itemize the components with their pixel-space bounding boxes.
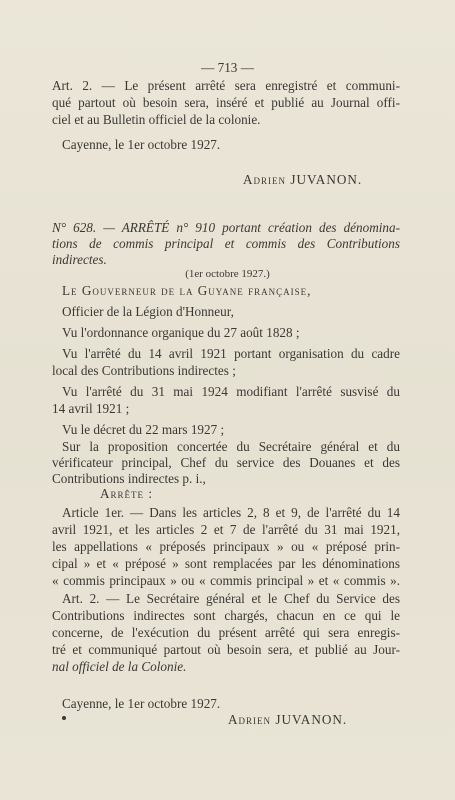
visa-3-line2: 14 avril 1921 ; [52, 401, 130, 416]
visa-1: Vu l'ordonnance organique du 27 août 1828 ; [62, 325, 300, 340]
visa-4: Vu le décret du 22 mars 1927 ; [62, 422, 225, 437]
block1-date: Cayenne, le 1er octobre 1927. [62, 137, 221, 152]
closing-signature: Adrien JUVANON. [228, 712, 348, 727]
visa-2-line1: Vu l'arrêté du 14 avril 1921 portant organisation du cadre [62, 346, 400, 361]
decree-header-line3: indirectes. [52, 252, 107, 267]
decree-header-line2: tions de commis principal et commis des Contributions [52, 236, 400, 251]
article-1-line1: Article 1er. — Dans les articles 2, 8 et 9, de l'arrêté du 14 [62, 505, 400, 520]
visa-2-line2: local des Contributions indirectes ; [52, 363, 236, 378]
visa-3-line1: Vu l'arrêté du 31 mai 1924 modifiant l'arrêté susvisé du [62, 384, 400, 399]
closing-date: Cayenne, le 1er octobre 1927. [62, 696, 221, 711]
arrete-heading: Arrête : [100, 486, 153, 501]
block1-line3: ciel et au Bulletin officiel de la colonie. [52, 112, 261, 127]
proposal-line1: Sur la proposition concertée du Secrétaire général et du [62, 439, 400, 454]
block1-line2: qué partout où besoin sera, inséré et publié au Journal offi- [52, 95, 400, 110]
article-2-line2: Contributions indirectes sont chargés, chacun en ce qui le [52, 608, 400, 623]
article-1-line5: « commis principaux » ou « commis principal » et « commis ». [52, 573, 400, 588]
proposal-line2: vérificateur principal, Chef du service des Douanes et des [52, 455, 400, 470]
block1-line1: Art. 2. — Le présent arrêté sera enregistré et communi- [52, 78, 400, 93]
article-2-line1: Art. 2. — Le Secrétaire général et le Chef du Service des [62, 591, 400, 606]
decree-header-line1: N° 628. — ARRÊTÉ n° 910 portant création des dénomina- [52, 220, 400, 235]
article-1-line4: cipal » et « préposé » sont remplacées par les dénominations [52, 556, 400, 571]
article-2-line4: tré et communiqué partout où besoin sera, et publié au Jour- [52, 642, 400, 657]
article-2-line5: nal officiel de la Colonie. [52, 659, 187, 674]
ink-spot [62, 716, 66, 720]
article-1-line2: avril 1921, et les articles 2 et 7 de l'arrêté du 31 mai 1921, [52, 522, 400, 537]
intro-line2: Officier de la Légion d'Honneur, [62, 304, 234, 319]
block1-signature: Adrien JUVANON. [243, 172, 363, 187]
article-2-line3: concerne, de l'exécution du présent arrêté qui sera enregis- [52, 625, 400, 640]
proposal-line3: Contributions indirectes p. i., [52, 471, 206, 486]
decree-date: (1er octobre 1927.) [185, 268, 270, 280]
intro-line1: Le Gouverneur de la Guyane française, [62, 283, 312, 298]
article-1-line3: les appellations « préposés principaux » ou « préposé prin- [52, 539, 400, 554]
page-number: — 713 — [201, 60, 254, 75]
